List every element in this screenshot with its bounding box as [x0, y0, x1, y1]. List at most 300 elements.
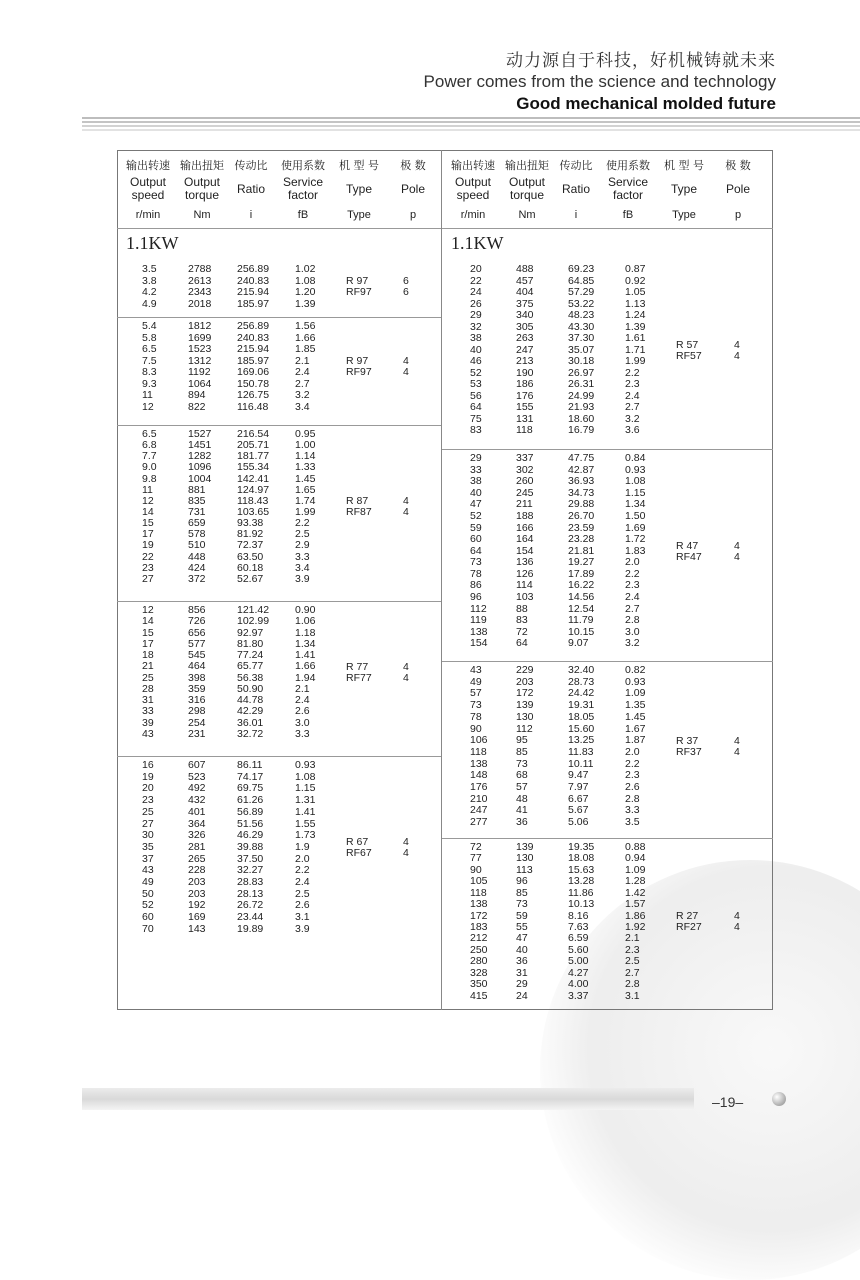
output-speed: 172 [470, 909, 488, 922]
output-torque: 40 [516, 943, 528, 956]
header-tagline: Good mechanical molded future [516, 94, 776, 113]
service-factor: 1.72 [625, 533, 646, 546]
output-torque: 254 [188, 716, 206, 729]
service-factor: 1.09 [625, 687, 646, 700]
column-header-en: Service [607, 175, 648, 189]
output-speed: 138 [470, 625, 488, 638]
service-factor: 1.28 [625, 875, 646, 888]
table-row [117, 451, 441, 462]
output-speed: 83 [470, 424, 482, 437]
output-speed: 247 [470, 804, 488, 817]
output-speed: 9.0 [142, 461, 157, 474]
column-header-en: factor [612, 188, 643, 202]
output-torque: 59 [516, 909, 528, 922]
service-factor: 3.4 [295, 561, 310, 574]
output-torque: 1096 [188, 461, 212, 474]
service-factor: 1.67 [625, 722, 646, 735]
table-row [442, 688, 773, 699]
ratio: 34.73 [568, 486, 595, 499]
ratio: 6.59 [568, 932, 589, 945]
pole-count: 4 [734, 550, 740, 563]
ratio: 5.00 [568, 955, 589, 968]
service-factor: 1.45 [625, 710, 646, 723]
table-row [442, 379, 773, 390]
output-torque: 488 [516, 263, 534, 275]
output-speed: 6.5 [142, 428, 157, 440]
output-speed: 15 [142, 517, 154, 530]
output-torque: 130 [516, 710, 534, 723]
table-row [117, 729, 441, 740]
ratio: 28.83 [237, 876, 264, 888]
ratio: 12.54 [568, 602, 595, 615]
ratio: 9.47 [568, 769, 589, 782]
column-header-en: Type [670, 182, 697, 196]
ratio: 21.81 [568, 544, 595, 557]
output-speed: 52 [470, 366, 482, 379]
service-factor: 2.2 [295, 517, 310, 530]
ratio: 18.08 [568, 852, 595, 865]
type-model: RF97 [346, 366, 372, 378]
output-torque: 1699 [188, 331, 212, 344]
column-header-cn: 极 数 [400, 159, 426, 172]
output-speed: 56 [470, 389, 482, 402]
output-torque: 143 [188, 922, 206, 935]
column-header-cn: 使用系数 [281, 159, 325, 172]
ratio: 155.34 [237, 461, 270, 474]
table-row [442, 853, 773, 864]
output-speed: 78 [470, 710, 482, 723]
output-torque: 114 [516, 579, 533, 592]
output-speed: 12 [142, 494, 154, 507]
ratio: 86.11 [237, 759, 263, 771]
output-torque: 263 [516, 332, 534, 345]
output-speed: 4.2 [142, 286, 157, 298]
output-speed: 33 [470, 463, 482, 476]
table-row [442, 425, 773, 436]
type-model: R 47 [676, 539, 699, 552]
table-row [442, 333, 773, 344]
power-rating-label: 1.1KW [126, 233, 179, 253]
service-factor: 3.0 [625, 625, 640, 638]
ratio: 60.18 [237, 561, 264, 574]
output-torque: 424 [188, 561, 206, 574]
service-factor: 1.74 [295, 494, 316, 507]
ratio: 13.25 [568, 734, 595, 747]
output-torque: 1812 [188, 320, 212, 332]
header-slogan-en: Power comes from the science and technology [423, 72, 776, 91]
output-speed: 22 [142, 550, 154, 563]
service-factor: 3.1 [295, 911, 310, 924]
service-factor: 1.33 [295, 461, 316, 474]
output-speed: 118 [470, 745, 487, 758]
ratio: 39.88 [237, 840, 264, 853]
output-torque: 316 [188, 694, 206, 706]
ratio: 48.23 [568, 309, 595, 322]
output-speed: 8.3 [142, 366, 157, 378]
type-model: R 77 [346, 660, 369, 673]
service-factor: 0.93 [295, 759, 316, 771]
service-factor: 2.7 [625, 602, 640, 615]
output-torque: 231 [188, 727, 206, 740]
output-torque: 192 [188, 899, 206, 912]
ratio: 63.50 [237, 550, 264, 563]
output-speed: 37 [142, 852, 154, 865]
ratio: 15.60 [568, 722, 595, 735]
output-speed: 73 [470, 556, 482, 569]
service-factor: 1.18 [295, 626, 316, 639]
table-row [117, 496, 441, 507]
output-speed: 3.5 [142, 263, 157, 275]
table-row [442, 511, 773, 522]
output-speed: 12 [142, 400, 154, 413]
output-torque: 1192 [188, 366, 211, 378]
table-row [117, 299, 441, 310]
output-torque: 2788 [188, 263, 212, 275]
table-row [442, 287, 773, 298]
table-row [117, 356, 441, 367]
table-row [117, 865, 441, 876]
output-speed: 183 [470, 921, 488, 933]
service-factor: 3.2 [625, 637, 640, 650]
service-factor: 3.5 [625, 816, 640, 829]
output-torque: 130 [516, 852, 534, 865]
service-factor: 3.2 [295, 389, 310, 401]
output-speed: 29 [470, 309, 482, 322]
output-speed: 21 [142, 660, 154, 673]
service-factor: 2.8 [625, 792, 640, 805]
output-speed: 70 [142, 922, 154, 935]
output-torque: 113 [516, 863, 533, 876]
output-speed: 47 [470, 498, 482, 511]
group-separator [117, 425, 441, 426]
table-row [442, 368, 773, 379]
ratio: 30.18 [568, 355, 595, 368]
output-torque: 731 [188, 506, 206, 518]
page-header [424, 50, 776, 116]
ratio: 9.07 [568, 637, 589, 650]
output-speed: 43 [470, 664, 482, 676]
output-torque: 364 [188, 817, 206, 830]
service-factor: 1.65 [295, 483, 316, 496]
output-torque: 856 [188, 604, 206, 616]
table-row [442, 580, 773, 591]
output-torque: 577 [188, 637, 206, 650]
table-row [442, 899, 773, 910]
output-speed: 40 [470, 343, 482, 356]
ratio: 52.67 [237, 572, 264, 585]
ratio: 50.90 [237, 682, 264, 695]
output-speed: 27 [142, 572, 154, 585]
ratio: 142.41 [237, 472, 270, 485]
service-factor: 2.8 [625, 978, 640, 991]
type-model: RF37 [676, 745, 702, 758]
output-torque: 835 [188, 494, 206, 507]
ratio: 72.37 [237, 539, 264, 552]
output-speed: 33 [142, 705, 154, 718]
type-model: RF87 [346, 506, 372, 518]
output-speed: 277 [470, 816, 488, 829]
service-factor: 3.3 [295, 727, 310, 740]
service-factor: 0.87 [625, 263, 646, 275]
service-factor: 2.2 [625, 567, 640, 580]
output-speed: 7.7 [142, 450, 157, 463]
service-factor: 3.3 [625, 804, 640, 817]
output-speed: 415 [470, 989, 488, 1002]
output-torque: 523 [188, 770, 206, 783]
output-speed: 35 [142, 840, 154, 853]
column-header-en: Pole [400, 182, 426, 196]
output-torque: 326 [188, 829, 206, 842]
output-torque: 302 [516, 463, 534, 476]
table-row [442, 615, 773, 626]
service-factor: 1.14 [295, 450, 316, 463]
output-speed: 73 [470, 699, 482, 712]
service-factor: 1.34 [295, 637, 316, 650]
output-speed: 75 [470, 412, 482, 425]
service-factor: 1.73 [295, 829, 316, 842]
output-torque: 2343 [188, 286, 212, 298]
service-factor: 0.90 [295, 604, 316, 616]
service-factor: 1.02 [295, 263, 316, 275]
pole-count: 4 [403, 366, 409, 378]
type-model: RF97 [346, 286, 372, 298]
output-torque: 188 [516, 509, 534, 522]
ratio: 28.13 [237, 887, 264, 900]
ratio: 5.06 [568, 816, 589, 829]
service-factor: 0.94 [625, 852, 646, 865]
page-number: –19– [712, 1094, 744, 1110]
table-row [442, 604, 773, 615]
table-row [442, 747, 773, 758]
header-slogan-cn: 动力源自于科技，好机械铸就未来 [506, 51, 776, 71]
table-row [117, 684, 441, 695]
output-torque: 83 [516, 614, 528, 627]
service-factor: 1.35 [625, 699, 646, 712]
group-separator [117, 317, 441, 318]
ratio: 205.71 [237, 439, 270, 452]
ratio: 46.29 [237, 829, 264, 842]
page-dot-icon [772, 1092, 786, 1106]
output-speed: 6.8 [142, 439, 157, 452]
table-row [117, 807, 441, 818]
output-speed: 18 [142, 649, 154, 661]
output-torque: 112 [516, 722, 533, 735]
column-header-cn: 输出转速 [126, 159, 170, 172]
column-unit: p [409, 209, 417, 221]
service-factor: 2.5 [295, 887, 310, 900]
output-speed: 90 [470, 722, 482, 735]
output-speed: 14 [142, 506, 154, 518]
column-unit: r/min [460, 209, 486, 221]
output-speed: 57 [470, 687, 482, 700]
header-rule [82, 117, 860, 131]
ratio: 18.60 [568, 412, 595, 425]
output-torque: 73 [516, 757, 528, 770]
ratio: 124.97 [237, 483, 270, 496]
table-row [442, 700, 773, 711]
output-speed: 19 [142, 770, 154, 783]
output-torque: 186 [516, 378, 534, 391]
table-row [442, 979, 773, 990]
ratio: 240.83 [237, 274, 270, 287]
table-row [442, 956, 773, 967]
header-separator [117, 228, 441, 229]
ratio: 36.93 [568, 475, 595, 488]
output-speed: 49 [142, 876, 154, 888]
output-speed: 60 [470, 533, 482, 546]
output-speed: 27 [142, 817, 154, 830]
output-speed: 52 [142, 899, 154, 912]
output-torque: 88 [516, 602, 528, 615]
service-factor: 3.9 [295, 572, 310, 585]
service-factor: 2.6 [295, 705, 310, 718]
output-speed: 5.8 [142, 331, 157, 344]
output-speed: 24 [470, 286, 482, 299]
table-row [117, 706, 441, 717]
output-speed: 17 [142, 528, 154, 541]
ratio: 36.01 [237, 716, 264, 729]
service-factor: 1.08 [625, 475, 646, 488]
table-row [117, 344, 441, 355]
output-speed: 46 [470, 355, 482, 368]
table-row [117, 854, 441, 865]
ratio: 65.77 [237, 660, 264, 673]
ratio: 18.05 [568, 710, 595, 723]
table-row [442, 876, 773, 887]
output-torque: 176 [516, 389, 534, 402]
output-speed: 212 [470, 932, 488, 945]
service-factor: 2.1 [295, 354, 310, 367]
type-model: RF77 [346, 671, 372, 684]
table-row [442, 759, 773, 770]
table-row [442, 414, 773, 425]
output-speed: 43 [142, 727, 154, 740]
column-header-en: Ratio [236, 182, 265, 196]
output-torque: 404 [516, 286, 534, 299]
output-torque: 607 [188, 759, 206, 771]
service-factor: 2.3 [625, 943, 640, 956]
table-row [117, 772, 441, 783]
service-factor: 0.88 [625, 841, 646, 853]
output-torque: 375 [516, 297, 534, 310]
column-unit: i [574, 209, 578, 221]
output-torque: 85 [516, 886, 528, 899]
output-speed: 22 [470, 274, 482, 287]
pole-count: 4 [734, 349, 740, 362]
pole-count: 4 [734, 745, 740, 758]
column-header-en: torque [184, 188, 220, 202]
output-torque: 298 [188, 705, 206, 718]
column-unit: Type [347, 209, 371, 221]
service-factor: 1.06 [295, 615, 316, 628]
service-factor: 1.31 [295, 794, 316, 807]
type-model: R 57 [676, 338, 699, 351]
service-factor: 2.2 [625, 757, 640, 770]
output-torque: 337 [516, 452, 534, 464]
ratio: 53.22 [568, 297, 595, 310]
service-factor: 1.15 [295, 782, 316, 795]
table-row [442, 770, 773, 781]
service-factor: 2.7 [625, 401, 640, 414]
type-model: RF27 [676, 921, 702, 933]
ratio: 74.17 [237, 770, 264, 783]
output-torque: 401 [188, 805, 206, 818]
service-factor: 1.83 [625, 544, 646, 557]
output-speed: 59 [470, 521, 482, 534]
service-factor: 1.61 [625, 332, 646, 345]
footer-bar [82, 1088, 694, 1110]
ratio: 126.75 [237, 389, 270, 401]
table-row [442, 453, 773, 464]
ratio: 23.44 [237, 911, 264, 924]
ratio: 19.89 [237, 922, 264, 935]
type-model: RF57 [676, 349, 702, 362]
ratio: 77.24 [237, 649, 264, 661]
output-speed: 250 [470, 943, 488, 956]
type-model: R 27 [676, 910, 699, 922]
output-speed: 86 [470, 579, 482, 592]
output-torque: 36 [516, 955, 528, 968]
ratio: 17.89 [568, 567, 595, 580]
pole-count: 6 [403, 275, 409, 287]
column-header-cn: 使用系数 [606, 159, 650, 172]
table-row [117, 462, 441, 473]
ratio: 118.43 [237, 494, 269, 507]
output-torque: 659 [188, 517, 206, 530]
ratio: 37.50 [237, 852, 264, 865]
column-header-cn: 机 型 号 [664, 159, 704, 172]
table-row [442, 523, 773, 534]
output-torque: 1282 [188, 450, 212, 463]
ratio: 26.72 [237, 899, 264, 912]
column-header-cn: 输出扭矩 [505, 159, 549, 172]
table-row [442, 933, 773, 944]
table-row [117, 889, 441, 900]
output-torque: 57 [516, 781, 528, 793]
service-factor: 1.34 [625, 498, 646, 511]
output-speed: 30 [142, 829, 154, 842]
output-speed: 26 [470, 297, 482, 310]
output-speed: 15 [142, 626, 154, 639]
ratio: 42.87 [568, 463, 595, 476]
output-torque: 510 [188, 539, 206, 552]
service-factor: 0.93 [625, 675, 646, 688]
table-row [442, 356, 773, 367]
output-torque: 2613 [188, 274, 212, 287]
output-torque: 265 [188, 852, 206, 865]
output-speed: 64 [470, 544, 482, 557]
column-header-en: Output [183, 175, 221, 189]
ratio: 57.29 [568, 286, 595, 299]
pole-count: 4 [403, 660, 409, 673]
ratio: 3.37 [568, 989, 589, 1002]
service-factor: 0.84 [625, 452, 646, 464]
service-factor: 1.41 [295, 649, 316, 661]
output-speed: 19 [142, 539, 154, 552]
output-torque: 155 [516, 401, 534, 414]
ratio: 69.23 [568, 263, 595, 275]
ratio: 26.31 [568, 378, 595, 391]
output-speed: 7.5 [142, 354, 157, 367]
column-unit: Nm [518, 209, 536, 221]
output-torque: 398 [188, 671, 206, 684]
ratio: 150.78 [237, 377, 270, 390]
table-row [442, 817, 773, 828]
output-torque: 136 [516, 556, 534, 569]
power-rating-label: 1.1KW [451, 233, 504, 253]
table-row [442, 465, 773, 476]
output-torque: 31 [516, 966, 528, 979]
